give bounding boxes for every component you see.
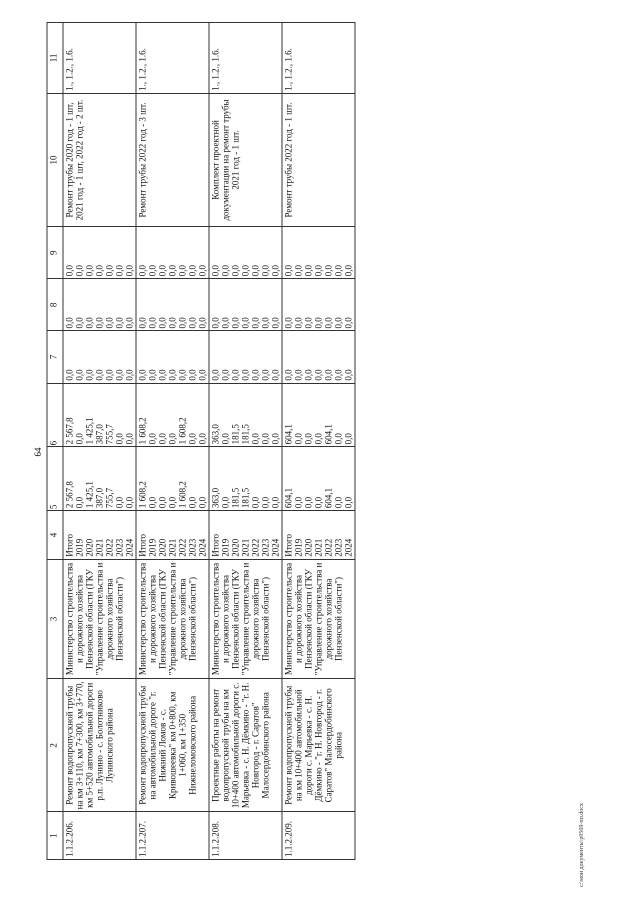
- amount-federal-line: 0,0: [250, 369, 261, 381]
- amount-other-line: 0,0: [343, 265, 354, 277]
- amount-other-line: 0,0: [74, 265, 85, 277]
- amount-total-line: 1 425,1: [84, 481, 95, 509]
- row-number: 1.1.2.206.: [63, 812, 136, 860]
- amount-total-line: 0,0: [303, 496, 314, 509]
- amount-other-line: 0,0: [303, 265, 314, 277]
- amount-other-line: 0,0: [124, 265, 135, 277]
- rotated-table-container: [47, 22, 594, 860]
- amount-federal-line: 0,0: [114, 369, 125, 381]
- amount-other-line: 0,0: [323, 265, 334, 277]
- amount-local-line: 0,0: [177, 317, 188, 329]
- amount-other-line: 0,0: [293, 265, 304, 277]
- amount-regional-line: 0,0: [303, 433, 314, 445]
- program-table: [47, 22, 356, 860]
- amount-federal-line: 0,0: [177, 369, 188, 381]
- amount-total-line: 181,5: [230, 487, 241, 509]
- amount-regional: [282, 383, 355, 447]
- amount-local-line: 0,0: [147, 317, 158, 329]
- amount-federal-line: 0,0: [197, 369, 208, 381]
- year-line: 2021: [313, 538, 324, 557]
- year-line: 2022: [104, 538, 115, 557]
- amount-federal-line: 0,0: [94, 369, 105, 381]
- amount-local-line: 0,0: [84, 317, 95, 329]
- year: [136, 511, 209, 560]
- amount-federal-line: 0,0: [187, 369, 198, 381]
- year-line: 2022: [250, 538, 261, 557]
- amount-regional-line: 181,5: [230, 424, 241, 445]
- indicator-link: 1., 1.2., 1.6.: [63, 23, 136, 94]
- amount-local-line: 0,0: [283, 317, 294, 329]
- year-line: 2023: [187, 538, 198, 557]
- amount-other-line: 0,0: [313, 265, 324, 277]
- amount-regional-line: 1 608,2: [137, 417, 148, 445]
- expected-result: Ремонт трубы 2020 год - 1 шт, 2021 год - 1 шт, 2022 год - 2 шт.: [63, 93, 136, 226]
- year-line: 2019: [293, 538, 304, 557]
- amount-regional-line: 755,7: [104, 424, 115, 445]
- amount-regional-line: 0,0: [114, 433, 125, 445]
- indicator-link: 1., 1.2., 1.6.: [209, 23, 282, 94]
- amount-federal-line: 0,0: [64, 369, 75, 381]
- header-cell: 7: [47, 331, 63, 383]
- amount-total-line: 181,5: [240, 487, 251, 509]
- amount-local-line: 0,0: [187, 317, 198, 329]
- amount-total-line: 0,0: [333, 496, 344, 509]
- amount-other-line: 0,0: [177, 265, 188, 277]
- amount-federal: [209, 331, 282, 383]
- year-line: 2020: [230, 538, 241, 557]
- amount-regional-line: 604,1: [283, 424, 294, 445]
- amount-federal-line: 0,0: [230, 369, 241, 381]
- amount-other-line: 0,0: [187, 265, 198, 277]
- amount-local-line: 0,0: [313, 317, 324, 329]
- amount-regional-line: 181,5: [240, 424, 251, 445]
- year-line: 2024: [270, 538, 281, 557]
- year-line: 2024: [343, 538, 354, 557]
- amount-federal-line: 0,0: [270, 369, 281, 381]
- amount-other: [209, 227, 282, 279]
- amount-total-line: 0,0: [74, 496, 85, 509]
- year-line: 2021: [167, 538, 178, 557]
- amount-local-line: 0,0: [270, 317, 281, 329]
- year-line: 2023: [333, 538, 344, 557]
- expected-result: Ремонт трубы 2022 год - 3 шт.: [136, 93, 209, 226]
- amount-total-line: 1 608,2: [177, 481, 188, 509]
- amount-federal: [136, 331, 209, 383]
- row-number: 1.1.2.207.: [136, 812, 209, 860]
- amount-regional-line: 0,0: [333, 433, 344, 445]
- amount-local-line: 0,0: [137, 317, 148, 329]
- amount-regional-line: 0,0: [293, 433, 304, 445]
- header-cell: 6: [47, 383, 63, 447]
- page-number: 64: [33, 447, 43, 457]
- amount-regional-line: 0,0: [124, 433, 135, 445]
- header-cell: 8: [47, 279, 63, 331]
- header-row: [47, 23, 63, 860]
- year-line: Итого: [64, 534, 75, 557]
- amount-total: [209, 447, 282, 511]
- amount-other: [282, 227, 355, 279]
- amount-other-line: 0,0: [197, 265, 208, 277]
- amount-total-line: 0,0: [313, 496, 324, 509]
- amount-federal-line: 0,0: [74, 369, 85, 381]
- amount-federal-line: 0,0: [313, 369, 324, 381]
- table-row: [282, 23, 355, 860]
- amount-regional-line: 363,0: [210, 424, 221, 445]
- amount-local-line: 0,0: [250, 317, 261, 329]
- amount-other: [63, 227, 136, 279]
- amount-local-line: 0,0: [240, 317, 251, 329]
- amount-local-line: 0,0: [333, 317, 344, 329]
- amount-federal-line: 0,0: [343, 369, 354, 381]
- expected-result: Ремонт трубы 2022 год - 1 шт.: [282, 93, 355, 226]
- amount-local-line: 0,0: [197, 317, 208, 329]
- expected-result: Комплект проектной документации на ремонт трубы 2021 год - 1 шт.: [209, 93, 282, 226]
- indicator-link: 1., 1.2., 1.6.: [282, 23, 355, 94]
- activity-name: Проектные работы на ремонт водопропускной трубы на км 10+400 автомобильной дороги с. Марьевка - с. Н. Дёмкино - "г. Н. Новгород - г. Саратов" Малосердобинского района: [209, 679, 282, 812]
- amount-other-line: 0,0: [64, 265, 75, 277]
- amount-federal-line: 0,0: [333, 369, 344, 381]
- year: [209, 511, 282, 560]
- amount-total-line: 0,0: [197, 496, 208, 509]
- amount-regional-line: 0,0: [167, 433, 178, 445]
- amount-local-line: 0,0: [157, 317, 168, 329]
- amount-regional-line: 0,0: [187, 433, 198, 445]
- amount-other-line: 0,0: [270, 265, 281, 277]
- year-line: 2021: [94, 538, 105, 557]
- amount-regional-line: 2 567,8: [64, 417, 75, 445]
- amount-federal-line: 0,0: [167, 369, 178, 381]
- amount-regional: [209, 383, 282, 447]
- amount-total-line: 387,0: [94, 487, 105, 509]
- amount-total-line: 0,0: [260, 496, 271, 509]
- header-cell: 11: [47, 23, 63, 94]
- amount-local: [282, 279, 355, 331]
- amount-federal-line: 0,0: [210, 369, 221, 381]
- amount-regional-line: 0,0: [313, 433, 324, 445]
- amount-federal-line: 0,0: [260, 369, 271, 381]
- amount-federal-line: 0,0: [137, 369, 148, 381]
- amount-other-line: 0,0: [114, 265, 125, 277]
- year-line: 2022: [323, 538, 334, 557]
- amount-federal-line: 0,0: [147, 369, 158, 381]
- amount-local-line: 0,0: [114, 317, 125, 329]
- amount-total-line: 604,1: [283, 487, 294, 509]
- amount-other-line: 0,0: [84, 265, 95, 277]
- amount-local-line: 0,0: [167, 317, 178, 329]
- header-cell: 9: [47, 227, 63, 279]
- year-line: 2021: [240, 538, 251, 557]
- amount-federal-line: 0,0: [157, 369, 168, 381]
- amount-regional-line: 1 608,2: [177, 417, 188, 445]
- amount-other-line: 0,0: [250, 265, 261, 277]
- year: [282, 511, 355, 560]
- amount-total-line: 0,0: [220, 496, 231, 509]
- header-cell: 2: [47, 679, 63, 812]
- amount-local-line: 0,0: [74, 317, 85, 329]
- year-line: 2022: [177, 538, 188, 557]
- amount-federal: [282, 331, 355, 383]
- amount-local-line: 0,0: [323, 317, 334, 329]
- year-line: 2023: [114, 538, 125, 557]
- amount-local-line: 0,0: [303, 317, 314, 329]
- activity-name: Ремонт водопропускной трубы на автомобильной дороге "г. Нижний Ломов - с. Кривошеевка" км 0+800, км 1+060, км 1+350 Нижнеломовского района: [136, 679, 209, 812]
- year-line: 2020: [303, 538, 314, 557]
- amount-other-line: 0,0: [157, 265, 168, 277]
- amount-total-line: 1 608,2: [137, 481, 148, 509]
- amount-other: [136, 227, 209, 279]
- amount-total: [63, 447, 136, 511]
- amount-total: [282, 447, 355, 511]
- header-cell: 3: [47, 559, 63, 678]
- amount-regional: [136, 383, 209, 447]
- amount-total-line: 0,0: [124, 496, 135, 509]
- amount-total-line: 0,0: [343, 496, 354, 509]
- year-line: 2020: [157, 538, 168, 557]
- amount-other-line: 0,0: [220, 265, 231, 277]
- amount-local-line: 0,0: [104, 317, 115, 329]
- table-row: [136, 23, 209, 860]
- amount-federal-line: 0,0: [323, 369, 334, 381]
- amount-total-line: 0,0: [157, 496, 168, 509]
- amount-other-line: 0,0: [230, 265, 241, 277]
- amount-total-line: 0,0: [293, 496, 304, 509]
- amount-local-line: 0,0: [220, 317, 231, 329]
- amount-federal-line: 0,0: [104, 369, 115, 381]
- amount-regional-line: 0,0: [147, 433, 158, 445]
- amount-federal-line: 0,0: [84, 369, 95, 381]
- amount-local-line: 0,0: [94, 317, 105, 329]
- year-line: 2019: [147, 538, 158, 557]
- amount-local-line: 0,0: [293, 317, 304, 329]
- footer-file-path: c:\мои документы\p0569-пп.docx: [579, 803, 585, 887]
- amount-federal-line: 0,0: [220, 369, 231, 381]
- amount-other-line: 0,0: [94, 265, 105, 277]
- amount-total-line: 0,0: [187, 496, 198, 509]
- amount-local-line: 0,0: [210, 317, 221, 329]
- amount-total-line: 2 567,8: [64, 481, 75, 509]
- year-line: 2024: [197, 538, 208, 557]
- amount-other-line: 0,0: [167, 265, 178, 277]
- year-line: Итого: [283, 534, 294, 557]
- amount-local-line: 0,0: [124, 317, 135, 329]
- executor: Министерство строительства и дорожного хозяйства Пензенской области (ГКУ "Управление строительства и дорожного хозяйства Пензенской области"): [282, 559, 355, 678]
- amount-total-line: 604,1: [323, 487, 334, 509]
- row-number: 1.1.2.209.: [282, 812, 355, 860]
- amount-local: [63, 279, 136, 331]
- year-line: Итого: [137, 534, 148, 557]
- amount-total-line: 0,0: [114, 496, 125, 509]
- year-line: 2019: [220, 538, 231, 557]
- amount-other-line: 0,0: [137, 265, 148, 277]
- amount-total: [136, 447, 209, 511]
- table-row: [63, 23, 136, 860]
- amount-local-line: 0,0: [230, 317, 241, 329]
- amount-other-line: 0,0: [147, 265, 158, 277]
- amount-total-line: 363,0: [210, 487, 221, 509]
- amount-regional-line: 0,0: [270, 433, 281, 445]
- year-line: 2019: [74, 538, 85, 557]
- amount-other-line: 0,0: [333, 265, 344, 277]
- executor: Министерство строительства и дорожного хозяйства Пензенской области (ГКУ "Управление строительства и дорожного хозяйства Пензенской области"): [63, 559, 136, 678]
- executor: Министерство строительства и дорожного хозяйства Пензенской области (ГКУ "Управление строительства и дорожного хозяйства Пензенской области"): [209, 559, 282, 678]
- header-cell: 10: [47, 93, 63, 226]
- amount-regional-line: 0,0: [260, 433, 271, 445]
- amount-federal-line: 0,0: [303, 369, 314, 381]
- amount-local: [136, 279, 209, 331]
- amount-other-line: 0,0: [240, 265, 251, 277]
- table-body: [63, 23, 355, 860]
- amount-other-line: 0,0: [104, 265, 115, 277]
- amount-regional-line: 1 425,1: [84, 417, 95, 445]
- amount-regional: [63, 383, 136, 447]
- amount-regional-line: 387,0: [94, 424, 105, 445]
- executor: Министерство строительства и дорожного хозяйства Пензенской области (ГКУ "Управление строительства и дорожного хозяйства Пензенской области"): [136, 559, 209, 678]
- amount-total-line: 0,0: [270, 496, 281, 509]
- activity-name: Ремонт водопропускной трубы на км 10+400 автомобильной дороги с. Марьевка - с. Н. Дёмкино - "г. Н. Новгород - г. Саратов" Малосердобинского района: [282, 679, 355, 812]
- amount-local: [209, 279, 282, 331]
- amount-total-line: 0,0: [250, 496, 261, 509]
- year-line: 2024: [124, 538, 135, 557]
- year-line: Итого: [210, 534, 221, 557]
- row-number: 1.1.2.208.: [209, 812, 282, 860]
- amount-regional-line: 0,0: [250, 433, 261, 445]
- amount-local-line: 0,0: [343, 317, 354, 329]
- amount-federal-line: 0,0: [240, 369, 251, 381]
- amount-other-line: 0,0: [283, 265, 294, 277]
- indicator-link: 1., 1.2., 1.6.: [136, 23, 209, 94]
- amount-local-line: 0,0: [260, 317, 271, 329]
- activity-name: Ремонт водопропускной трубы на км 3+110, км 7+300, км 3+770, км 5+520 автомобильной дороги р.п. Лунино - с. Болотниково Лунинского района: [63, 679, 136, 812]
- year: [63, 511, 136, 560]
- amount-federal-line: 0,0: [283, 369, 294, 381]
- amount-total-line: 0,0: [167, 496, 178, 509]
- header-cell: 5: [47, 447, 63, 511]
- amount-federal-line: 0,0: [293, 369, 304, 381]
- amount-other-line: 0,0: [210, 265, 221, 277]
- header-cell: 4: [47, 511, 63, 560]
- amount-regional-line: 0,0: [343, 433, 354, 445]
- amount-regional-line: 0,0: [74, 433, 85, 445]
- amount-local-line: 0,0: [64, 317, 75, 329]
- amount-regional-line: 0,0: [197, 433, 208, 445]
- amount-regional-line: 0,0: [220, 433, 231, 445]
- amount-other-line: 0,0: [260, 265, 271, 277]
- amount-federal: [63, 331, 136, 383]
- amount-regional-line: 604,1: [323, 424, 334, 445]
- year-line: 2023: [260, 538, 271, 557]
- amount-total-line: 0,0: [147, 496, 158, 509]
- table-row: [209, 23, 282, 860]
- header-cell: 1: [47, 812, 63, 860]
- amount-regional-line: 0,0: [157, 433, 168, 445]
- year-line: 2020: [84, 538, 95, 557]
- amount-federal-line: 0,0: [124, 369, 135, 381]
- amount-total-line: 755,7: [104, 487, 115, 509]
